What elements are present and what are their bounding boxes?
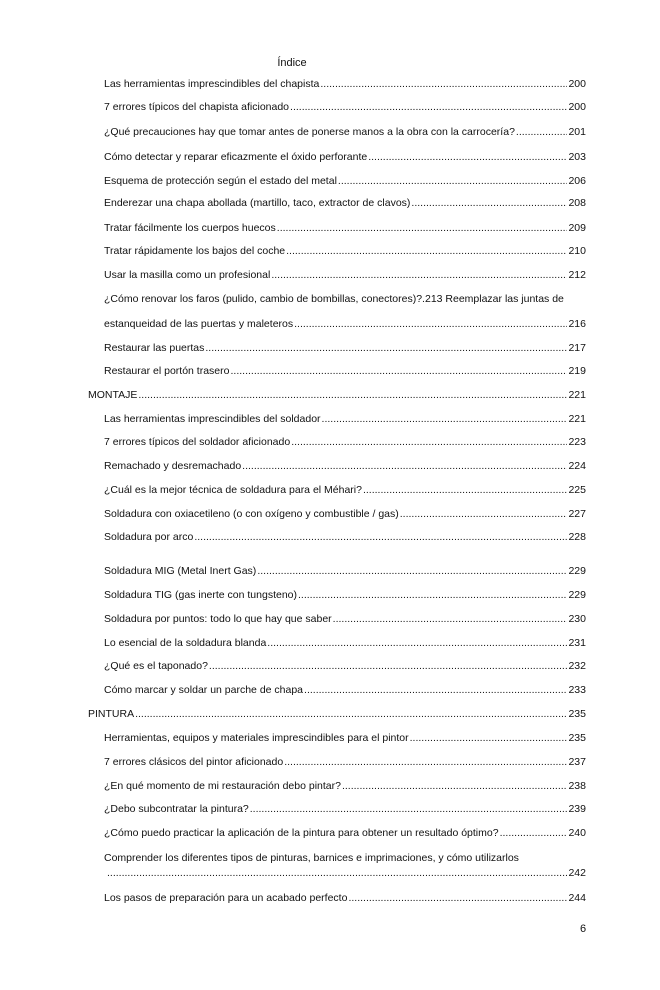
toc-entry-page: 216: [568, 318, 586, 330]
toc-entry-page: 221: [568, 413, 586, 425]
toc-entry-page: 238: [568, 780, 586, 792]
toc-entry-label: Cómo marcar y soldar un parche de chapa: [104, 684, 304, 696]
dot-leader: [277, 222, 568, 235]
dot-leader: [138, 389, 567, 402]
toc-entry-label: Soldadura por arco: [104, 531, 194, 543]
toc-entry-label: Tratar fácilmente los cuerpos huecos: [104, 222, 276, 234]
toc-entry[interactable]: [104, 342, 586, 355]
dot-leader: [516, 126, 568, 139]
toc-entry-label: ¿Cómo puedo practicar la aplicación de la pintura para obtener un resultado óptimo?: [104, 827, 499, 839]
toc-entry[interactable]: [104, 867, 586, 880]
dot-leader: [230, 365, 567, 378]
toc-entry-label: Esquema de protección según el estado del metal: [104, 175, 337, 187]
toc-entry-page: 201: [568, 126, 586, 138]
toc-entry[interactable]: [104, 175, 586, 188]
dot-leader: [410, 732, 568, 745]
toc-entry-page: 206: [568, 175, 586, 187]
dot-leader: [257, 565, 567, 578]
toc-entry-label: 7 errores típicos del soldador aficionado: [104, 436, 291, 448]
toc-entry-page: 231: [568, 637, 586, 649]
toc-entry-label: Herramientas, equipos y materiales imprescindibles para el pintor: [104, 732, 409, 744]
dot-leader: [348, 892, 567, 905]
dot-leader: [363, 484, 568, 497]
toc-entry[interactable]: [104, 892, 586, 905]
toc-entry-label: ¿Qué precauciones hay que tomar antes de ponerse manos a la obra con la carrocería?: [104, 126, 515, 138]
toc-entry-page: 212: [568, 269, 586, 281]
toc-entry-label: ¿Qué es el taponado?: [104, 660, 208, 672]
dot-leader: [135, 708, 567, 721]
toc-entry-label: Soldadura con oxiacetileno (o con oxígeno y combustible / gas): [104, 508, 399, 520]
toc-entry[interactable]: [104, 660, 586, 673]
toc-entry[interactable]: [104, 684, 586, 697]
toc-entry-page: 240: [568, 827, 586, 839]
toc-entry[interactable]: [104, 531, 586, 544]
dot-leader: [322, 413, 568, 426]
toc-entry[interactable]: [104, 460, 586, 473]
dot-leader: [284, 756, 567, 769]
index-title: Índice: [277, 57, 307, 69]
toc-entry[interactable]: [104, 365, 586, 378]
toc-entry-page: 242: [568, 867, 586, 879]
toc-entry-label: Restaurar el portón trasero: [104, 365, 230, 377]
dot-leader: [209, 660, 568, 673]
toc-entry-label: 7 errores clásicos del pintor aficionado: [104, 756, 284, 768]
dot-leader: [290, 101, 567, 114]
toc-entry-page: 221: [568, 389, 586, 401]
toc-entry-page: 224: [568, 460, 586, 472]
toc-entry-label: Usar la masilla como un profesional: [104, 269, 271, 281]
toc-entry[interactable]: [104, 508, 586, 521]
toc-entry[interactable]: [104, 126, 586, 139]
toc-entry-label: Soldadura MIG (Metal Inert Gas): [104, 565, 257, 577]
dot-leader: [267, 637, 567, 650]
dot-leader: [291, 436, 567, 449]
toc-entry-page: 227: [568, 508, 586, 520]
toc-entry-page: 232: [568, 660, 586, 672]
toc-entry-label: Soldadura TIG (gas inerte con tungsteno): [104, 589, 298, 601]
toc-entry-page: 239: [568, 803, 586, 815]
toc-entry[interactable]: [104, 756, 586, 769]
dot-leader: [320, 78, 567, 91]
toc-entry[interactable]: [104, 803, 586, 816]
dot-leader: [411, 197, 567, 210]
page-number: 6: [580, 923, 587, 935]
toc-entry-page: 237: [568, 756, 586, 768]
toc-entry-page: 223: [568, 436, 586, 448]
dot-leader: [368, 151, 567, 164]
toc-entry-page: 229: [568, 589, 586, 601]
toc-entry-label: Lo esencial de la soldadura blanda: [104, 637, 267, 649]
dot-leader: [242, 460, 567, 473]
toc-entry-page: 233: [568, 684, 586, 696]
dot-leader: [298, 589, 567, 602]
toc-entry[interactable]: [104, 732, 586, 745]
toc-entry[interactable]: [104, 413, 586, 426]
dot-leader: [333, 613, 568, 626]
toc-entry-wrapped-line[interactable]: ¿Cómo renovar los faros (pulido, cambio de bombillas, conectores)?.213 Reemplazar las juntas de: [104, 293, 564, 305]
toc-entry[interactable]: [104, 101, 586, 114]
toc-section-montaje[interactable]: [88, 389, 586, 402]
toc-entry[interactable]: [104, 827, 586, 840]
toc-entry-page: 235: [568, 732, 586, 744]
toc-entry[interactable]: [104, 197, 586, 210]
toc-entry-label: Tratar rápidamente los bajos del coche: [104, 245, 286, 257]
toc-entry-page: 203: [568, 151, 586, 163]
toc-entry-label: Restaurar las puertas: [104, 342, 205, 354]
toc-entry-page: 230: [568, 613, 586, 625]
toc-entry[interactable]: [104, 245, 586, 258]
dot-leader: [250, 803, 568, 816]
toc-entry-page: 209: [568, 222, 586, 234]
toc-entry-label: ¿En qué momento de mi restauración debo pintar?: [104, 780, 341, 792]
toc-section-label: MONTAJE: [88, 389, 138, 401]
toc-entry-page: 229: [568, 565, 586, 577]
toc-entry-label: 7 errores típicos del chapista aficionado: [104, 101, 290, 113]
dot-leader: [271, 269, 567, 282]
dot-leader: [205, 342, 567, 355]
toc-entry[interactable]: [104, 151, 586, 164]
toc-entry-label: Los pasos de preparación para un acabado perfecto: [104, 892, 348, 904]
toc-entry[interactable]: [104, 222, 586, 235]
toc-entry-page: 200: [568, 101, 586, 113]
toc-entry[interactable]: [104, 436, 586, 449]
toc-entry[interactable]: [104, 269, 586, 282]
toc-entry[interactable]: [104, 780, 586, 793]
dot-leader: [500, 827, 568, 840]
toc-section-pintura[interactable]: [88, 708, 586, 721]
toc-entry-page: 235: [568, 708, 586, 720]
toc-entry[interactable]: [104, 484, 586, 497]
toc-entry-label: ¿Debo subcontratar la pintura?: [104, 803, 249, 815]
dot-leader: [286, 245, 567, 258]
toc-entry-page: 200: [568, 78, 586, 90]
toc-entry-page: 219: [568, 365, 586, 377]
dot-leader: [400, 508, 568, 521]
toc-section-label: PINTURA: [88, 708, 135, 720]
toc-entry-page: 228: [568, 531, 586, 543]
toc-entry[interactable]: [104, 637, 586, 650]
toc-entry[interactable]: [104, 318, 586, 331]
toc-entry-label: ¿Cuál es la mejor técnica de soldadura para el Méhari?: [104, 484, 362, 496]
dot-leader: [342, 780, 568, 793]
toc-entry[interactable]: [104, 613, 586, 626]
dot-leader: [107, 867, 567, 880]
dot-leader: [338, 175, 568, 188]
toc-entry-wrapped-line[interactable]: Comprender los diferentes tipos de pinturas, barnices e imprimaciones, y cómo utilizarlos: [104, 852, 519, 864]
toc-entry[interactable]: [104, 565, 586, 578]
toc-entry-page: 208: [568, 197, 586, 209]
toc-entry-page: 210: [568, 245, 586, 257]
toc-entry[interactable]: [104, 78, 586, 91]
toc-entry-label: Soldadura por puntos: todo lo que hay que saber: [104, 613, 332, 625]
toc-entry-label: estanqueidad de las puertas y maleteros: [104, 318, 294, 330]
toc-entry-label: Las herramientas imprescindibles del soldador: [104, 413, 321, 425]
dot-leader: [194, 531, 567, 544]
toc-entry-label: Cómo detectar y reparar eficazmente el óxido perforante: [104, 151, 368, 163]
toc-entry-label: Enderezar una chapa abollada (martillo, taco, extractor de clavos): [104, 197, 411, 209]
dot-leader: [304, 684, 567, 697]
toc-entry-label: Remachado y desremachado: [104, 460, 242, 472]
toc-entry-page: 244: [568, 892, 586, 904]
toc-entry-label: Las herramientas imprescindibles del chapista: [104, 78, 320, 90]
toc-entry-page: 217: [568, 342, 586, 354]
dot-leader: [294, 318, 567, 331]
toc-entry-page: 225: [568, 484, 586, 496]
toc-entry[interactable]: [104, 589, 586, 602]
